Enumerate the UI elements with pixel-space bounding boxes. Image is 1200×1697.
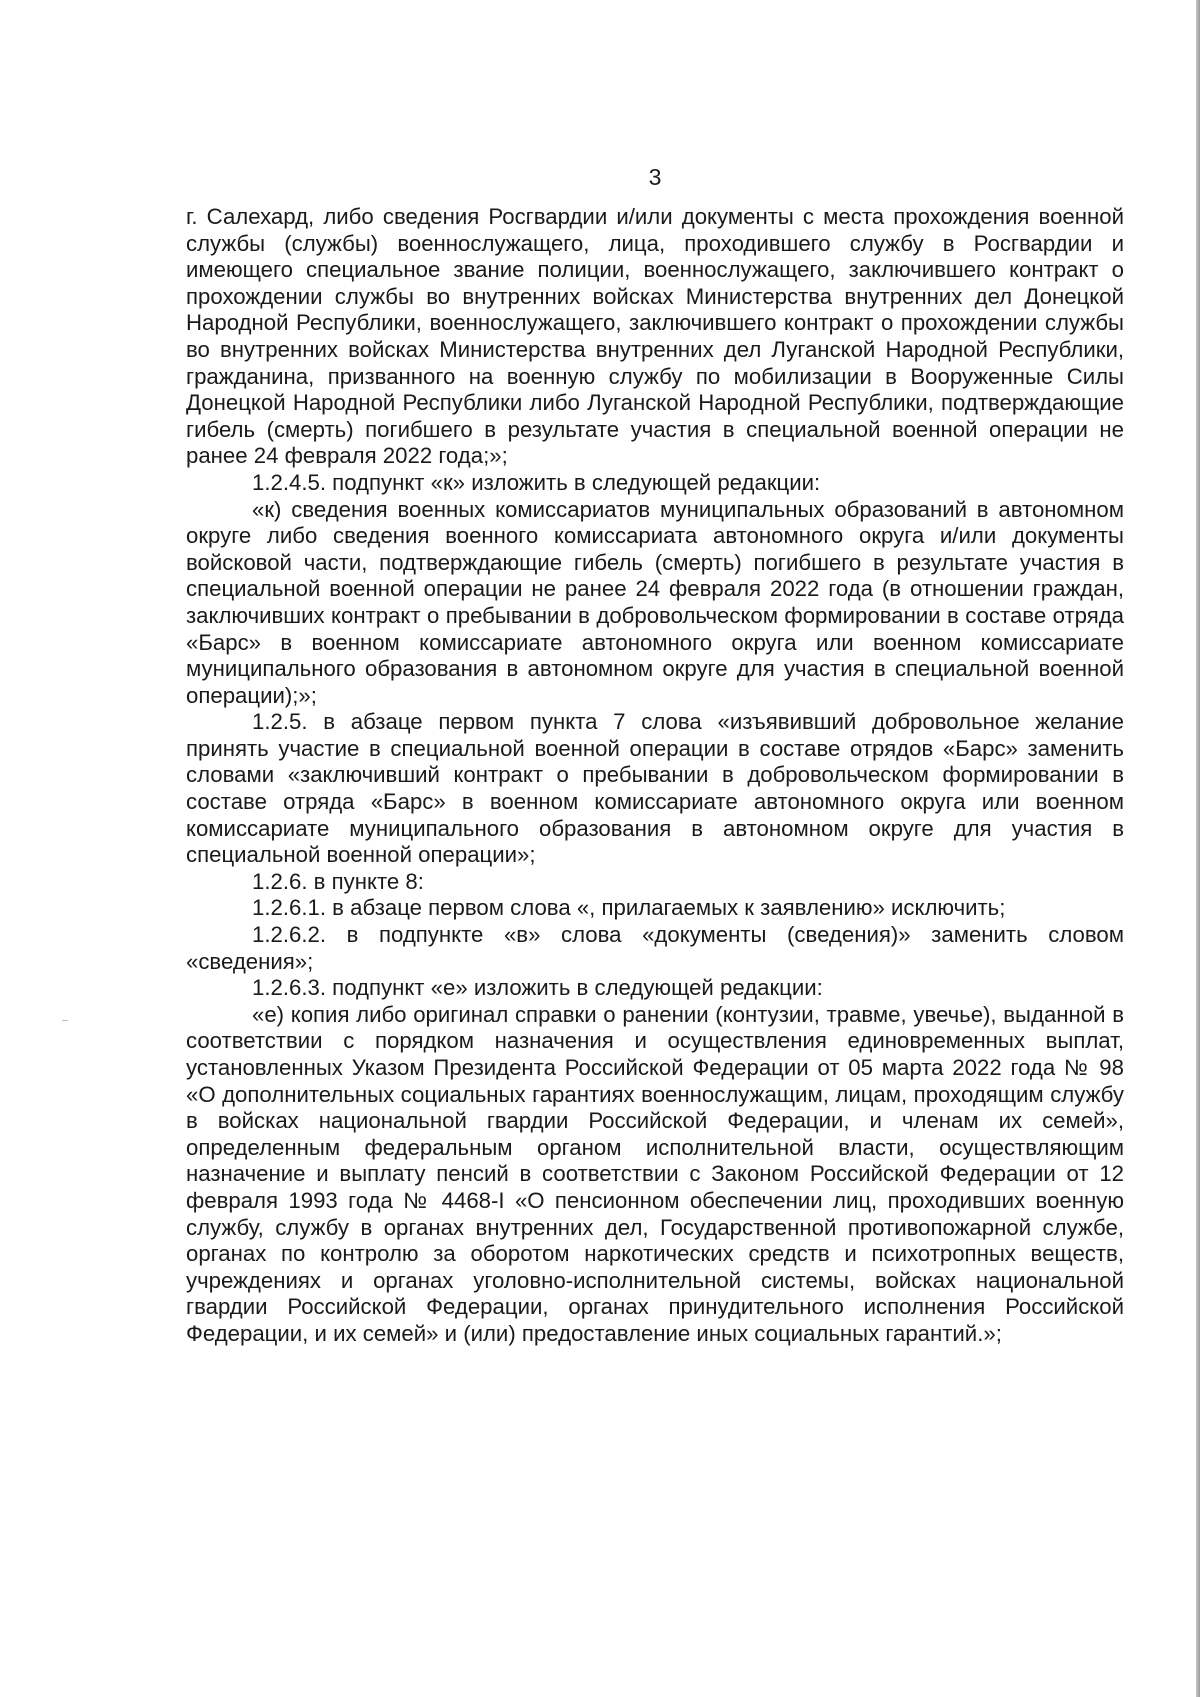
paragraph: «к) сведения военных комиссариатов муниципальных образований в автономном округе либо сведения военного комиссариата автономного округа и/или документы войсковой части, подтверждающие гибель (смерть) погибшего в результате участия в специальной военной операции не ранее 24 февраля 2022 года (в отношении граждан, заключивших контракт о пребывании в добровольческом формировании в составе отряда «Барс» в военном комиссариате автономного округа или военном комиссариате муниципального образования в автономном округе для участия в специальной военной операции);»; bbox=[186, 496, 1124, 708]
paragraph: 1.2.6.3. подпункт «е» изложить в следующей редакции: bbox=[252, 975, 823, 1001]
paragraph: 1.2.6.2. в подпункте «в» слова «документы (сведения)» заменить словом «сведения»; bbox=[186, 922, 1124, 974]
paragraph: 1.2.6. в пункте 8: bbox=[252, 868, 424, 894]
document-body bbox=[186, 204, 1124, 1348]
paragraph: 1.2.6.1. в абзаце первом слова «, прилагаемых к заявлению» исключить; bbox=[252, 895, 1006, 921]
scan-artifact bbox=[62, 1020, 68, 1021]
paragraph: г. Салехард, либо сведения Росгвардии и/или документы с места прохождения военной службы (службы) военнослужащего, лица, проходившего службу в Росгвардии и имеющего специальное звание полиции, военнослужащего, заключившего контракт о прохождении службы во внутренних войсках Министерства внутренних дел Донецкой Народной Республики, военнослужащего, заключившего контракт о прохождении службы во внутренних войсках Министерства внутренних дел Луганской Народной Республики, гражданина, призванного на военную службу по мобилизации в Вооруженные Силы Донецкой Народной Республики либо Луганской Народной Республики, подтверждающие гибель (смерть) погибшего в результате участия в специальной военной операции не ранее 24 февраля 2022 года;»; bbox=[186, 204, 1124, 469]
paragraph: 1.2.5. в абзаце первом пункта 7 слова «изъявивший добровольное желание принять участие в специальной военной операции в составе отрядов «Барс» заменить словами «заключивший контракт о пребывании в добровольческом формировании в составе отряда «Барс» в военном комиссариате автономного округа или военном комиссариате муниципального образования в автономном округе для участия в специальной военной операции»; bbox=[186, 709, 1124, 868]
paragraph: «е) копия либо оригинал справки о ранении (контузии, травме, увечье), выданной в соответствии с порядком назначения и осуществления единовременных выплат, установленных Указом Президента Российской Федерации от 05 марта 2022 года № 98 «О дополнительных социальных гарантиях военнослужащим, лицам, проходящим службу в войсках национальной гвардии Российской Федерации, и членам их семей», определенным федеральным органом исполнительной власти, осуществляющим назначение и выплату пенсий в соответствии с Законом Российской Федерации от 12 февраля 1993 года № 4468-I «О пенсионном обеспечении лиц, проходивших военную службу, службу в органах внутренних дел, Государственной противопожарной службе, органах по контролю за оборотом наркотических средств и психотропных веществ, учреждениях и органах уголовно-исполнительной системы, войсках национальной гвардии Российской Федерации, органах принудительного исполнения Российской Федерации, и их семей» и (или) предоставление иных социальных гарантий.»; bbox=[186, 1001, 1124, 1346]
page-number: 3 bbox=[648, 164, 662, 190]
paragraph: 1.2.4.5. подпункт «к» изложить в следующей редакции: bbox=[252, 469, 821, 495]
scan-edge-shadow bbox=[1196, 0, 1200, 1697]
